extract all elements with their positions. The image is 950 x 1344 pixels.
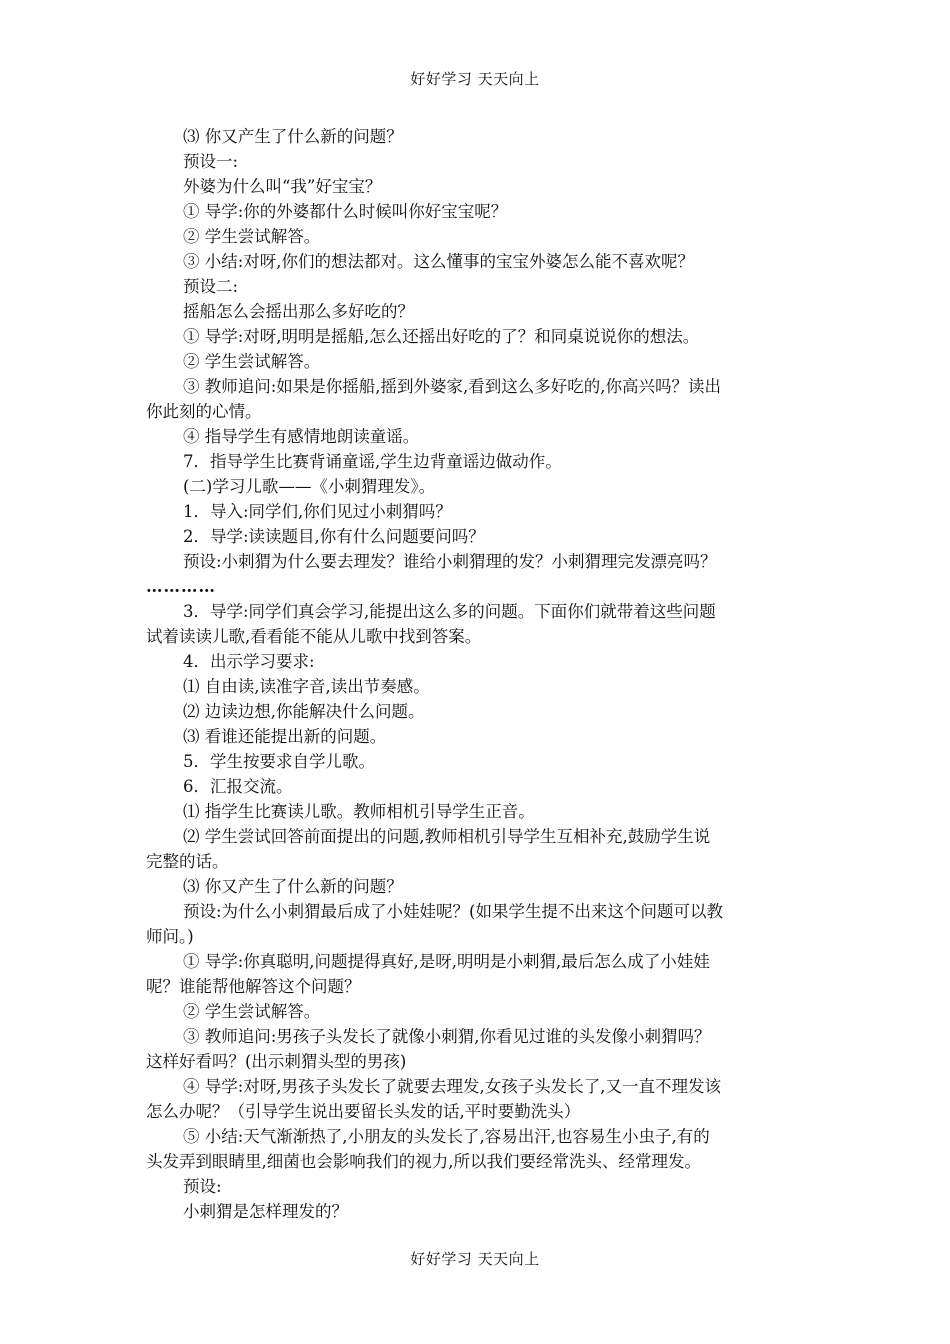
text-line: ⑴ 指学生比赛读儿歌。教师相机引导学生正音。: [183, 802, 535, 821]
text-line: ④ 指导学生有感情地朗读童谣。: [183, 427, 420, 446]
text-line: 预设一:: [183, 152, 239, 171]
text-line: ⑤ 小结:天气渐渐热了,小朋友的头发长了,容易出汗,也容易生小虫子,有的: [183, 1127, 710, 1146]
text-line: ⑶ 你又产生了什么新的问题？: [183, 877, 403, 896]
text-line: 完整的话。: [146, 852, 229, 871]
text-line: 1．导入:同学们,你们见过小刺猬吗？: [183, 502, 452, 521]
text-line: (二)学习儿歌——《小刺猬理发》。: [183, 477, 436, 496]
text-line: ⑵ 边读边想,你能解决什么问题。: [183, 702, 425, 721]
text-line: ⑴ 自由读,读准字音,读出节奏感。: [183, 677, 430, 696]
text-line: 4．出示学习要求:: [183, 652, 315, 671]
text-line: ① 导学:对呀,明明是摇船,怎么还摇出好吃的了？和同桌说说你的想法。: [183, 327, 700, 346]
text-line: 头发弄到眼睛里,细菌也会影响我们的视力,所以我们要经常洗头、经常理发。: [146, 1152, 701, 1171]
text-line: ③ 小结:对呀,你们的想法都对。这么懂事的宝宝外婆怎么能不喜欢呢？: [183, 252, 695, 271]
text-line: 摇船怎么会摇出那么多好吃的？: [183, 302, 414, 321]
text-line: ③ 教师追问:如果是你摇船,摇到外婆家,看到这么多好吃的,你高兴吗？读出: [183, 377, 722, 396]
text-line: 6．汇报交流。: [183, 777, 293, 796]
text-line: ② 学生尝试解答。: [183, 352, 321, 371]
text-line: ③ 教师追问:男孩子头发长了就像小刺猬,你看见过谁的头发像小刺猬吗？: [183, 1027, 711, 1046]
text-line: ② 学生尝试解答。: [183, 1002, 321, 1021]
text-line: ② 学生尝试解答。: [183, 227, 321, 246]
text-line: 呢？谁能帮他解答这个问题？: [146, 977, 361, 996]
text-line: 7．指导学生比赛背诵童谣,学生边背童谣边做动作。: [183, 452, 562, 471]
text-line: ① 导学:你的外婆都什么时候叫你好宝宝呢？: [183, 202, 508, 221]
text-line: 5．学生按要求自学儿歌。: [183, 752, 375, 771]
text-line: ⑶ 你又产生了什么新的问题？: [183, 127, 403, 146]
text-line: 试着读读儿歌,看看能不能从儿歌中找到答案。: [146, 627, 482, 646]
text-line: 预设:小刺猬为什么要去理发？谁给小刺猬理的发？小刺猬理完发漂亮吗？: [183, 552, 717, 571]
text-line: 师问。): [146, 927, 194, 946]
text-line: 外婆为什么叫“我”好宝宝？: [183, 177, 382, 196]
text-line: 你此刻的心情。: [146, 402, 262, 421]
text-line: ① 导学:你真聪明,问题提得真好,是呀,明明是小刺猬,最后怎么成了小娃娃: [183, 952, 710, 971]
text-line: 怎么办呢？（引导学生说出要留长头发的话,平时要勤洗头）: [146, 1102, 581, 1121]
text-line: 小刺猬是怎样理发的？: [183, 1202, 348, 1221]
text-line: 预设:为什么小刺猬最后成了小娃娃呢？(如果学生提不出来这个问题可以教: [183, 902, 723, 921]
page-footer: 好好学习 天天向上: [410, 1250, 540, 1268]
document-body: [146, 124, 808, 1224]
text-line: ⑶ 看谁还能提出新的问题。: [183, 727, 387, 746]
text-line: ④ 导学:对呀,男孩子头发长了就要去理发,女孩子头发长了,又一直不理发该: [183, 1077, 722, 1096]
page-header: 好好学习 天天向上: [410, 70, 540, 88]
text-line: 预设二:: [183, 277, 239, 296]
text-line: 预设:: [183, 1177, 222, 1196]
text-line: 2．导学:读读题目,你有什么问题要问吗？: [183, 527, 485, 546]
text-line: …………: [146, 577, 216, 596]
text-line: ⑵ 学生尝试回答前面提出的问题,教师相机引导学生互相补充,鼓励学生说: [183, 827, 711, 846]
text-line: 这样好看吗？(出示刺猬头型的男孩): [146, 1052, 407, 1071]
text-line: 3．导学:同学们真会学习,能提出这么多的问题。下面你们就带着这些问题: [183, 602, 716, 621]
